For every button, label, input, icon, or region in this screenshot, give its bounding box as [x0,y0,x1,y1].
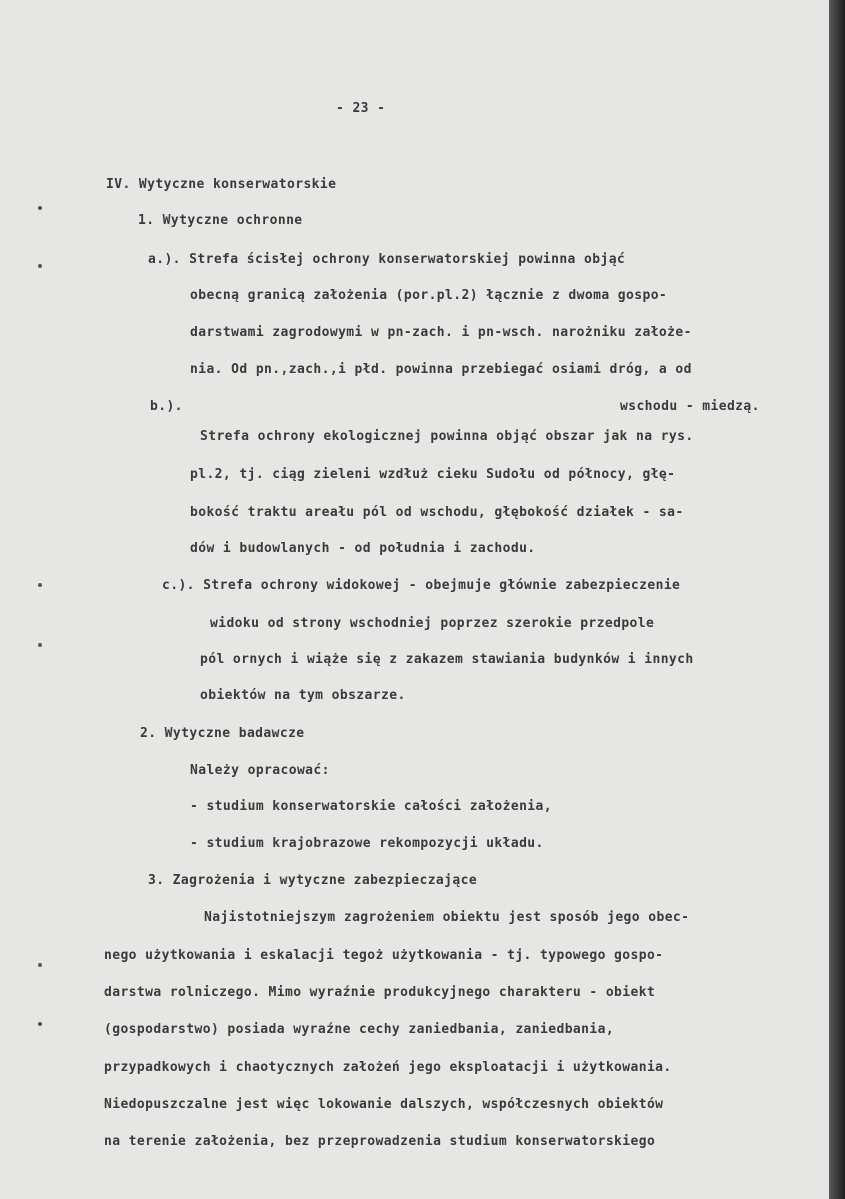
threat-paragraph-line: przypadkowych i chaotycznych założeń jego eksploatacji i użytkowania. [104,1060,672,1075]
research-item: - studium krajobrazowe rekompozycji układu. [190,836,544,851]
paragraph-a-line: nia. Od pn.,zach.,i płd. powinna przebiegać osiami dróg, a od [190,362,692,377]
subsection-heading-3: 3. Zagrożenia i wytyczne zabezpieczające [148,873,478,888]
threat-paragraph-line: Najistotniejszym zagrożeniem obiektu jest sposób jego obec- [204,910,690,925]
paragraph-b-line: Strefa ochrony ekologicznej powinna objąć obszar jak na rys. [200,429,694,444]
paragraph-a-line: darstwami zagrodowymi w pn-zach. i pn-wsch. narożniku założe- [190,325,692,340]
section-title: IV. Wytyczne konserwatorskie [106,177,337,192]
paragraph-c-line: obiektów na tym obszarze. [200,688,406,703]
threat-paragraph-line: nego użytkowania i eskalacji tegoż użytkowania - tj. typowego gospo- [104,948,664,963]
paragraph-c-line: c.). Strefa ochrony widokowej - obejmuje głównie zabezpieczenie [162,578,681,593]
threat-paragraph-line: Niedopuszczalne jest więc lokowanie dalszych, współczesnych obiektów [104,1097,664,1112]
paragraph-b-line: dów i budowlanych - od południa i zachodu. [190,541,536,556]
paragraph-b-label: b.). [150,399,183,414]
subsection-heading-2: 2. Wytyczne badawcze [140,726,305,741]
punch-hole [38,1022,42,1026]
research-intro: Należy opracować: [190,763,330,778]
threat-paragraph-line: na terenie założenia, bez przeprowadzenia studium konserwatorskiego [104,1134,656,1149]
threat-paragraph-line: (gospodarstwo) posiada wyraźne cechy zaniedbania, zaniedbania, [104,1022,615,1037]
paragraph-a-line: a.). Strefa ścisłej ochrony konserwatorskiej powinna objąć [148,252,626,267]
punch-hole [38,963,42,967]
punch-hole [38,583,42,587]
paragraph-c-line: pól ornych i wiąże się z zakazem stawiania budynków i innych [200,652,694,667]
punch-hole [38,206,42,210]
page-number: - 23 - [336,101,386,116]
paragraph-a-line: obecną granicą założenia (por.pl.2) łącznie z dwoma gospo- [190,288,668,303]
paragraph-c-line: widoku od strony wschodniej poprzez szerokie przedpole [210,616,655,631]
threat-paragraph-line: darstwa rolniczego. Mimo wyraźnie produkcyjnego charakteru - obiekt [104,985,656,1000]
subsection-heading-1: 1. Wytyczne ochronne [138,213,303,228]
paragraph-b-line: pl.2, tj. ciąg zieleni wzdłuż cieku Sudołu od północy, głę- [190,467,676,482]
research-item: - studium konserwatorskie całości założenia, [190,799,552,814]
scan-border [829,0,845,1199]
punch-hole [38,643,42,647]
paragraph-b-line: bokość traktu areału pól od wschodu, głębokość działek - sa- [190,505,684,520]
paragraph-a-line: wschodu - miedzą. [620,399,760,414]
punch-hole [38,264,42,268]
